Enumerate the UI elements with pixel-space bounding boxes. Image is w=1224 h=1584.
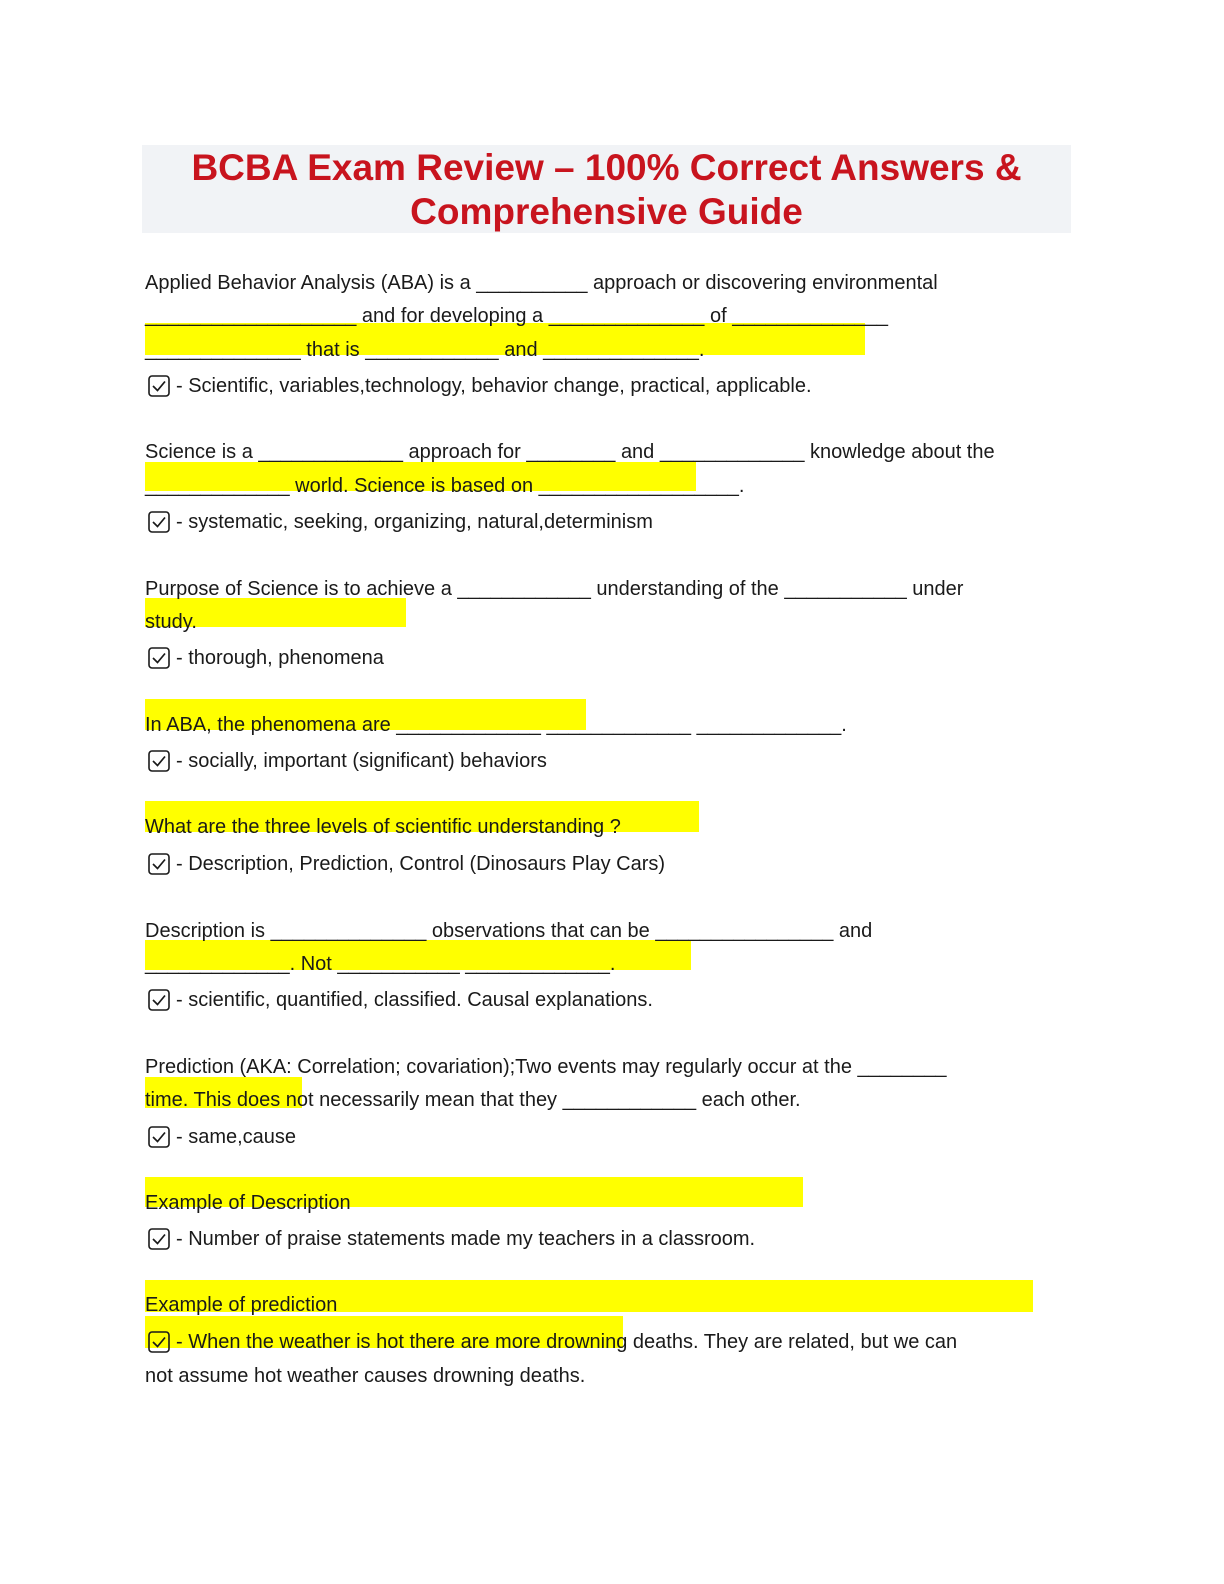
answer-line: - scientific, quantified, classified. Causal explanations. bbox=[176, 989, 653, 1011]
answer-line: - same,cause bbox=[176, 1126, 297, 1148]
checkbox-check-icon bbox=[148, 989, 170, 1011]
checkbox-check-icon bbox=[148, 750, 170, 772]
document-title-line-2: Comprehensive Guide bbox=[410, 191, 803, 232]
answer-line: not assume hot weather causes drowning deaths. bbox=[145, 1365, 586, 1387]
question-line: What are the three levels of scientific understanding ? bbox=[145, 816, 621, 838]
answer-line: - When the weather is hot there are more drowning deaths. They are related, but we can bbox=[176, 1331, 958, 1353]
question-line: ___________________ and for developing a ______________ of ______________ bbox=[145, 305, 888, 327]
question-line: study. bbox=[145, 611, 197, 633]
question-line: time. This does not necessarily mean that they ____________ each other. bbox=[145, 1089, 801, 1111]
checkbox-check-icon bbox=[148, 853, 170, 875]
question-line: ______________ that is ____________ and ______________. bbox=[145, 339, 705, 361]
question-line: Description is ______________ observations that can be ________________ and bbox=[145, 920, 873, 942]
question-line: Purpose of Science is to achieve a ____________ understanding of the ___________ under bbox=[145, 578, 964, 600]
question-line: Example of prediction bbox=[145, 1294, 338, 1316]
document-title-box bbox=[142, 145, 1071, 233]
answer-line: - Number of praise statements made my teachers in a classroom. bbox=[176, 1228, 756, 1250]
question-line: In ABA, the phenomena are _____________ _____________ _____________. bbox=[145, 714, 847, 736]
checkbox-check-icon bbox=[148, 511, 170, 533]
answer-line: - systematic, seeking, organizing, natural,determinism bbox=[176, 511, 653, 533]
question-line: Example of Description bbox=[145, 1192, 351, 1214]
question-line: _____________. Not ___________ _____________. bbox=[145, 953, 616, 975]
question-line: _____________ world. Science is based on __________________. bbox=[145, 475, 745, 497]
question-line: Science is a _____________ approach for ________ and _____________ knowledge about the bbox=[145, 441, 995, 463]
question-line: Applied Behavior Analysis (ABA) is a __________ approach or discovering environmental bbox=[145, 272, 938, 294]
checkbox-check-icon bbox=[148, 647, 170, 669]
answer-line: - socially, important (significant) behaviors bbox=[176, 750, 547, 772]
checkbox-check-icon bbox=[148, 1126, 170, 1148]
checkbox-check-icon bbox=[148, 375, 170, 397]
question-line: Prediction (AKA: Correlation; covariation);Two events may regularly occur at the ________ bbox=[145, 1056, 947, 1078]
answer-line: - thorough, phenomena bbox=[176, 647, 384, 669]
document-title-line-1: BCBA Exam Review – 100% Correct Answers & bbox=[191, 147, 1022, 188]
checkbox-check-icon bbox=[148, 1331, 170, 1353]
answer-line: - Description, Prediction, Control (Dinosaurs Play Cars) bbox=[176, 853, 666, 875]
checkbox-check-icon bbox=[148, 1228, 170, 1250]
answer-line: - Scientific, variables,technology, behavior change, practical, applicable. bbox=[176, 375, 812, 397]
